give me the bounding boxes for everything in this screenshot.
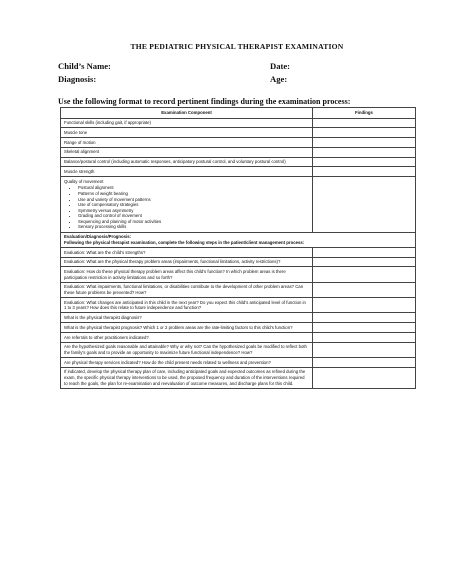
age-label: Age: (270, 74, 288, 84)
findings-cell[interactable] (313, 138, 416, 148)
row-label: Evaluation: What impairments, functional limitations, or disabilities contribute to the development of other problem areas? Can these future problems be prevented? How? (61, 282, 313, 297)
row-label: Muscle tone (61, 128, 313, 138)
findings-cell[interactable] (313, 177, 416, 232)
findings-cell[interactable] (313, 342, 416, 357)
quality-list (72, 185, 309, 230)
section-subtitle: Following the physical therapist examination, complete the following steps in the patient/client management process: (64, 239, 305, 245)
table-row (61, 147, 416, 157)
row-label: What is the physical therapist diagnosis? (61, 313, 313, 323)
list-item: • Use of compensatory strategies (78, 202, 309, 208)
page-title: THE PEDIATRIC PHYSICAL THERAPIST EXAMINATION (130, 42, 344, 51)
table-row (61, 313, 416, 323)
table-row (61, 333, 416, 343)
component-column-header: Examination Component (61, 108, 313, 119)
row-label: Quality of movement (64, 178, 104, 184)
row-label: Range of motion (61, 138, 313, 148)
findings-cell[interactable] (313, 157, 416, 167)
section-header-cell (61, 232, 416, 247)
row-label: Are referrals to other practitioners indicated? (61, 333, 313, 343)
diagnosis-label: Diagnosis: (58, 74, 97, 84)
row-label: What is the physical therapist prognosis? Which 1 or 2 problem areas are the rate-limiting factors to this child’s function? (61, 323, 313, 333)
findings-cell[interactable] (313, 282, 416, 297)
list-item: • Postural alignment (78, 185, 309, 191)
row-label: Evaluation: What are the physical therapy problem areas (impairments, functional limitations, activity restrictions)? (61, 257, 313, 267)
list-item: • Use and variety of movement patterns (78, 197, 309, 203)
table-row (61, 342, 416, 357)
findings-column-header: Findings (313, 108, 416, 119)
table-row (61, 367, 416, 388)
table-row (61, 118, 416, 128)
findings-cell[interactable] (313, 267, 416, 282)
row-label: Functional skills (including gait, if appropriate) (61, 118, 313, 128)
table-header-row (61, 108, 416, 119)
row-label: Evaluation: What changes are anticipated in this child in the next year? Do you expect this child’s anticipated level of function in 1 to 3 years? How does this relate to future independence and function? (61, 298, 313, 313)
row-label: Skeletal alignment (61, 147, 313, 157)
findings-cell[interactable] (313, 358, 416, 368)
table-row (61, 138, 416, 148)
section-header-row (61, 232, 416, 247)
list-item: • Sensory processing skills (78, 224, 309, 230)
row-label: Evaluation: How do these physical therapy problem areas affect this child’s function? In which problem areas is there participation restriction in activity limitations and so forth? (61, 267, 313, 282)
findings-cell[interactable] (313, 118, 416, 128)
examination-table (60, 107, 416, 389)
table-row (61, 282, 416, 297)
section-title: Evaluation/Diagnosis/Prognosis: (64, 234, 132, 240)
row-label: If indicated, develop the physical therapy plan of care, including anticipated goals and expected outcomes as refined during the exam, the specific physical therapy interventions to be used, the proposed frequency and duration of the interventions required to reach the goals, the plan for re-examination and reevaluation of outcome measures, and discharge plans for this child. (61, 367, 313, 388)
findings-cell[interactable] (313, 333, 416, 343)
findings-cell[interactable] (313, 323, 416, 333)
findings-cell[interactable] (313, 257, 416, 267)
date-label: Date: (270, 61, 291, 71)
list-item: • Patterns of weight bearing (78, 191, 309, 197)
list-item: • Grading and control of movement (78, 213, 309, 219)
table-row (61, 298, 416, 313)
row-label: Are the hypothesized goals reasonable and attainable? Why or why not? Can the hypothesized goals be modified to reflect both the family’s goals and to provide an opportunity to maximize future functional independence? How? (61, 342, 313, 357)
table-row (61, 167, 416, 177)
table-row (61, 157, 416, 167)
findings-cell[interactable] (313, 128, 416, 138)
table-row (61, 267, 416, 282)
row-label: Balance/postural control (including automatic responses, anticipatory postural control, and voluntary postural control) (61, 157, 313, 167)
table-row (61, 247, 416, 257)
row-label: Are physical therapy services indicated? How do the child present needs related to wellness and prevention? (61, 358, 313, 368)
list-item: • Sequencing and planning of motor activities (78, 219, 309, 225)
findings-cell[interactable] (313, 313, 416, 323)
quality-of-movement-cell (61, 177, 313, 232)
row-label: Evaluation: What are the child’s strengths? (61, 247, 313, 257)
table-row (61, 323, 416, 333)
list-item: • Symmetry versus asymmetry (78, 208, 309, 214)
findings-cell[interactable] (313, 247, 416, 257)
table-row (61, 257, 416, 267)
findings-cell[interactable] (313, 147, 416, 157)
row-label: Muscle strength (61, 167, 313, 177)
instruction-text: Use the following format to record pertinent findings during the examination process: (58, 97, 351, 106)
table-row (61, 358, 416, 368)
table-row (61, 177, 416, 232)
findings-cell[interactable] (313, 367, 416, 388)
findings-cell[interactable] (313, 167, 416, 177)
findings-cell[interactable] (313, 298, 416, 313)
table-row (61, 128, 416, 138)
childs-name-label: Child’s Name: (58, 61, 111, 71)
